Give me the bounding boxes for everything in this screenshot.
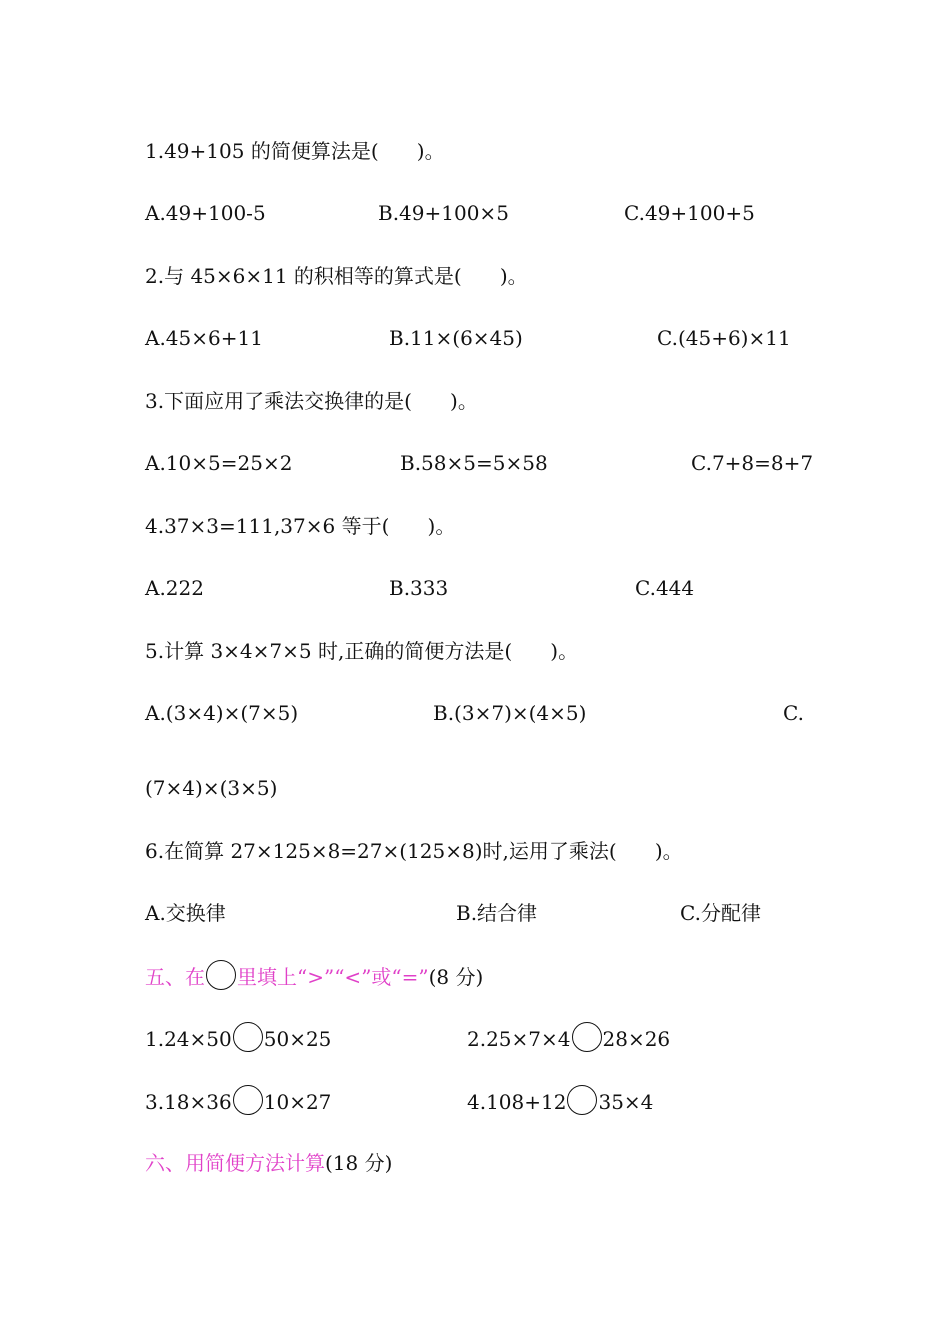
question-1-stem: 1.49+105 的简便算法是( )。 (145, 139, 445, 163)
question-2-option-b: B.11×(6×45) (389, 326, 523, 350)
compare-item-2 (467, 1022, 670, 1052)
section-6-heading (145, 1150, 392, 1176)
question-3-stem: 3.下面应用了乘法交换律的是( )。 (145, 389, 478, 413)
question-5-option-b: B.(3×7)×(4×5) (433, 701, 587, 725)
question-3-option-a: A.10×5=25×2 (145, 451, 293, 475)
question-5-option-a: A.(3×4)×(7×5) (145, 701, 299, 725)
section-6-score: (18 分) (325, 1151, 393, 1175)
question-6-option-c: C.分配律 (680, 901, 761, 925)
question-1-option-b: B.49+100×5 (378, 201, 509, 225)
compare-item-right: 28×26 (602, 1027, 671, 1051)
question-3-option-c: C.7+8=8+7 (691, 451, 814, 475)
compare-item-right: 35×4 (598, 1090, 654, 1114)
question-4-stem: 4.37×3=111,37×6 等于( )。 (145, 514, 456, 538)
compare-item-4 (467, 1085, 653, 1115)
question-4-option-c: C.444 (635, 576, 695, 600)
section-5-heading-suffix: 里填上“>”“<”或“=” (237, 965, 429, 989)
question-5-option-c: C. (783, 701, 804, 725)
question-6-option-b: B.结合律 (456, 901, 538, 925)
question-1-option-c: C.49+100+5 (624, 201, 755, 225)
question-6-option-a: A.交换律 (145, 901, 226, 925)
compare-item-left: 1.24×50 (145, 1027, 232, 1051)
question-4-option-a: A.222 (145, 576, 204, 600)
compare-item-right: 10×27 (263, 1090, 332, 1114)
section-5-heading-prefix: 五、在 (145, 965, 205, 989)
compare-circle-input[interactable] (567, 1085, 597, 1115)
section-6-title: 六、用简便方法计算 (145, 1151, 325, 1175)
question-2-option-a: A.45×6+11 (145, 326, 263, 350)
compare-item-3 (145, 1085, 331, 1115)
compare-item-right: 50×25 (263, 1027, 332, 1051)
question-1-option-a: A.49+100-5 (145, 201, 266, 225)
compare-item-left: 3.18×36 (145, 1090, 232, 1114)
question-4-option-b: B.333 (389, 576, 449, 600)
section-5-heading (145, 960, 483, 990)
compare-circle-input[interactable] (233, 1085, 263, 1115)
question-5-option-c-text: (7×4)×(3×5) (145, 776, 278, 800)
circle-blank-icon (206, 960, 236, 990)
compare-item-left: 2.25×7×4 (467, 1027, 571, 1051)
compare-item-1 (145, 1022, 331, 1052)
question-6-stem: 6.在简算 27×125×8=27×(125×8)时,运用了乘法( )。 (145, 839, 683, 863)
section-5-score: (8 分) (428, 965, 484, 989)
question-2-option-c: C.(45+6)×11 (657, 326, 791, 350)
compare-circle-input[interactable] (233, 1022, 263, 1052)
question-5-stem: 5.计算 3×4×7×5 时,正确的简便方法是( )。 (145, 639, 579, 663)
compare-item-left: 4.108+12 (467, 1090, 567, 1114)
compare-circle-input[interactable] (572, 1022, 602, 1052)
question-3-option-b: B.58×5=5×58 (400, 451, 548, 475)
question-2-stem: 2.与 45×6×11 的积相等的算式是( )。 (145, 264, 528, 288)
